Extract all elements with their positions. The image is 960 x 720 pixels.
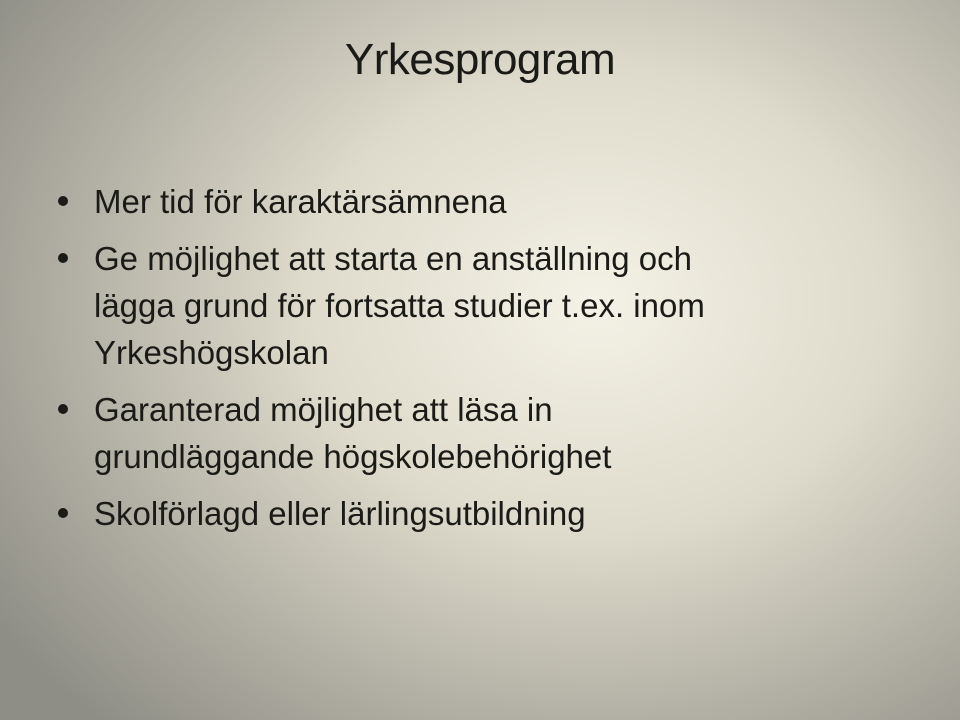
- bullet-dot-icon: [58, 404, 68, 414]
- bullet-text-line: Ge möjlighet att starta en anställning och: [94, 240, 693, 277]
- bullet-item: [58, 386, 898, 480]
- bullet-text-line: grundläggande högskolebehörighet: [94, 438, 612, 475]
- bullet-text-line: Garanterad möjlighet att läsa in: [94, 391, 553, 428]
- bullet-text-line: Skolförlagd eller lärlingsutbildning: [94, 495, 586, 532]
- bullet-dot-icon: [58, 253, 68, 263]
- bullet-item: [58, 490, 898, 537]
- bullet-item: [58, 235, 898, 376]
- bullet-text-line: lägga grund för fortsatta studier t.ex. inom: [94, 287, 705, 324]
- slide-title: Yrkesprogram: [344, 35, 616, 84]
- bullet-dot-icon: [58, 196, 68, 206]
- bullet-item: [58, 178, 898, 225]
- bullet-text-line: Mer tid för karaktärsämnena: [94, 183, 507, 220]
- bullet-list: [58, 178, 898, 547]
- bullet-text-line: Yrkeshögskolan: [94, 334, 329, 371]
- bullet-dot-icon: [58, 508, 68, 518]
